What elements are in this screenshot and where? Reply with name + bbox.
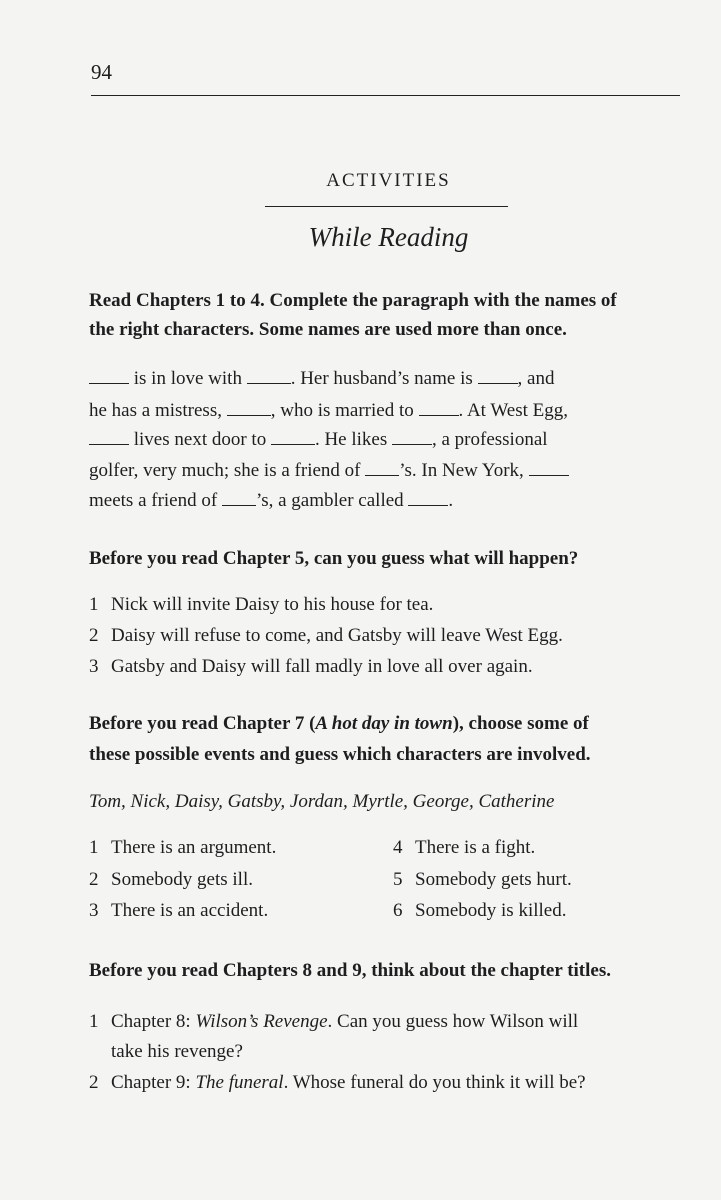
text: . Whose funeral do you think it will be? (283, 1072, 586, 1093)
item-text: Nick will invite Daisy to his house for tea. (111, 594, 434, 615)
item-text: Somebody gets ill. (111, 869, 253, 890)
item-text: Somebody is killed. (415, 900, 567, 921)
paragraph-line-1 (89, 368, 554, 390)
item-number: 2 (89, 1072, 99, 1093)
item-number: 6 (393, 900, 403, 921)
text: is in love with (133, 368, 242, 389)
list-item-continuation: take his revenge? (111, 1041, 243, 1062)
blank[interactable] (89, 429, 129, 445)
item-number: 1 (89, 837, 99, 858)
event-item (89, 869, 253, 891)
item-text: There is an accident. (111, 900, 269, 921)
item-text: There is a fight. (415, 837, 536, 858)
blank[interactable] (408, 490, 448, 506)
chapter-title: A hot day in town (315, 713, 453, 734)
event-item (89, 837, 276, 859)
item-number: 1 (89, 594, 99, 615)
list-item (89, 594, 433, 616)
chapter-title: Wilson’s Revenge (195, 1011, 328, 1032)
list-item (89, 656, 533, 678)
activities-heading: ACTIVITIES (326, 170, 451, 191)
blank[interactable] (89, 368, 129, 384)
list-item (89, 625, 563, 647)
list-item (89, 1072, 586, 1094)
blank[interactable] (222, 490, 256, 506)
section1-instruction-line2: the right characters. Some names are used more than once. (89, 319, 567, 340)
text: . Her husband’s name is (290, 368, 473, 389)
blank[interactable] (529, 460, 569, 476)
text: ’s. In New York, (399, 460, 524, 481)
event-item (393, 837, 535, 859)
text: , who is married to (270, 400, 414, 421)
item-text: There is an argument. (111, 837, 277, 858)
blank[interactable] (365, 460, 399, 476)
heading-rule (265, 206, 508, 207)
chapter-title: The funeral (195, 1072, 284, 1093)
paragraph-line-2 (89, 400, 568, 422)
section3-question-line1 (89, 713, 589, 735)
text: . He likes (314, 429, 388, 450)
text: Before you read Chapter 7 ( (89, 713, 316, 734)
text: lives next door to (133, 429, 267, 450)
text: Chapter 8: (111, 1011, 196, 1032)
character-list: Tom, Nick, Daisy, Gatsby, Jordan, Myrtle, George, Catherine (89, 791, 555, 812)
item-text: Gatsby and Daisy will fall madly in love all over again. (111, 656, 533, 677)
page-number: 94 (91, 60, 112, 84)
item-number: 2 (89, 869, 99, 890)
paragraph-line-5 (89, 490, 453, 512)
event-item (393, 900, 566, 922)
blank[interactable] (247, 368, 291, 384)
blank[interactable] (419, 400, 459, 416)
text: he has a mistress, (89, 400, 222, 421)
item-number: 2 (89, 625, 99, 646)
blank[interactable] (271, 429, 315, 445)
blank[interactable] (478, 368, 518, 384)
section1-instruction-line1: Read Chapters 1 to 4. Complete the paragraph with the names of (89, 290, 617, 311)
paragraph-line-3 (89, 429, 548, 451)
paragraph-line-4 (89, 460, 569, 482)
blank[interactable] (392, 429, 432, 445)
section2-question: Before you read Chapter 5, can you guess what will happen? (89, 548, 579, 569)
item-number: 5 (393, 869, 403, 890)
while-reading-subheading: While Reading (308, 222, 469, 252)
section4-question: Before you read Chapters 8 and 9, think about the chapter titles. (89, 960, 611, 981)
section3-question-line2: these possible events and guess which characters are involved. (89, 744, 591, 765)
item-number: 4 (393, 837, 403, 858)
text: ), choose some of (452, 713, 589, 734)
text: golfer, very much; she is a friend of (89, 460, 361, 481)
item-text: Daisy will refuse to come, and Gatsby will leave West Egg. (111, 625, 563, 646)
list-item (89, 1011, 578, 1033)
text: . At West Egg, (458, 400, 568, 421)
item-text: Somebody gets hurt. (415, 869, 572, 890)
text: . (448, 490, 454, 511)
text: , a professional (432, 429, 548, 450)
event-item (393, 869, 572, 891)
text: meets a friend of (89, 490, 218, 511)
event-item (89, 900, 268, 922)
blank[interactable] (227, 400, 271, 416)
text: . Can you guess how Wilson will (327, 1011, 579, 1032)
item-number: 3 (89, 656, 99, 677)
text: Chapter 9: (111, 1072, 196, 1093)
item-number: 3 (89, 900, 99, 921)
header-rule (91, 95, 680, 96)
item-number: 1 (89, 1011, 99, 1032)
text: ’s, a gambler called (255, 490, 404, 511)
text: , and (517, 368, 555, 389)
